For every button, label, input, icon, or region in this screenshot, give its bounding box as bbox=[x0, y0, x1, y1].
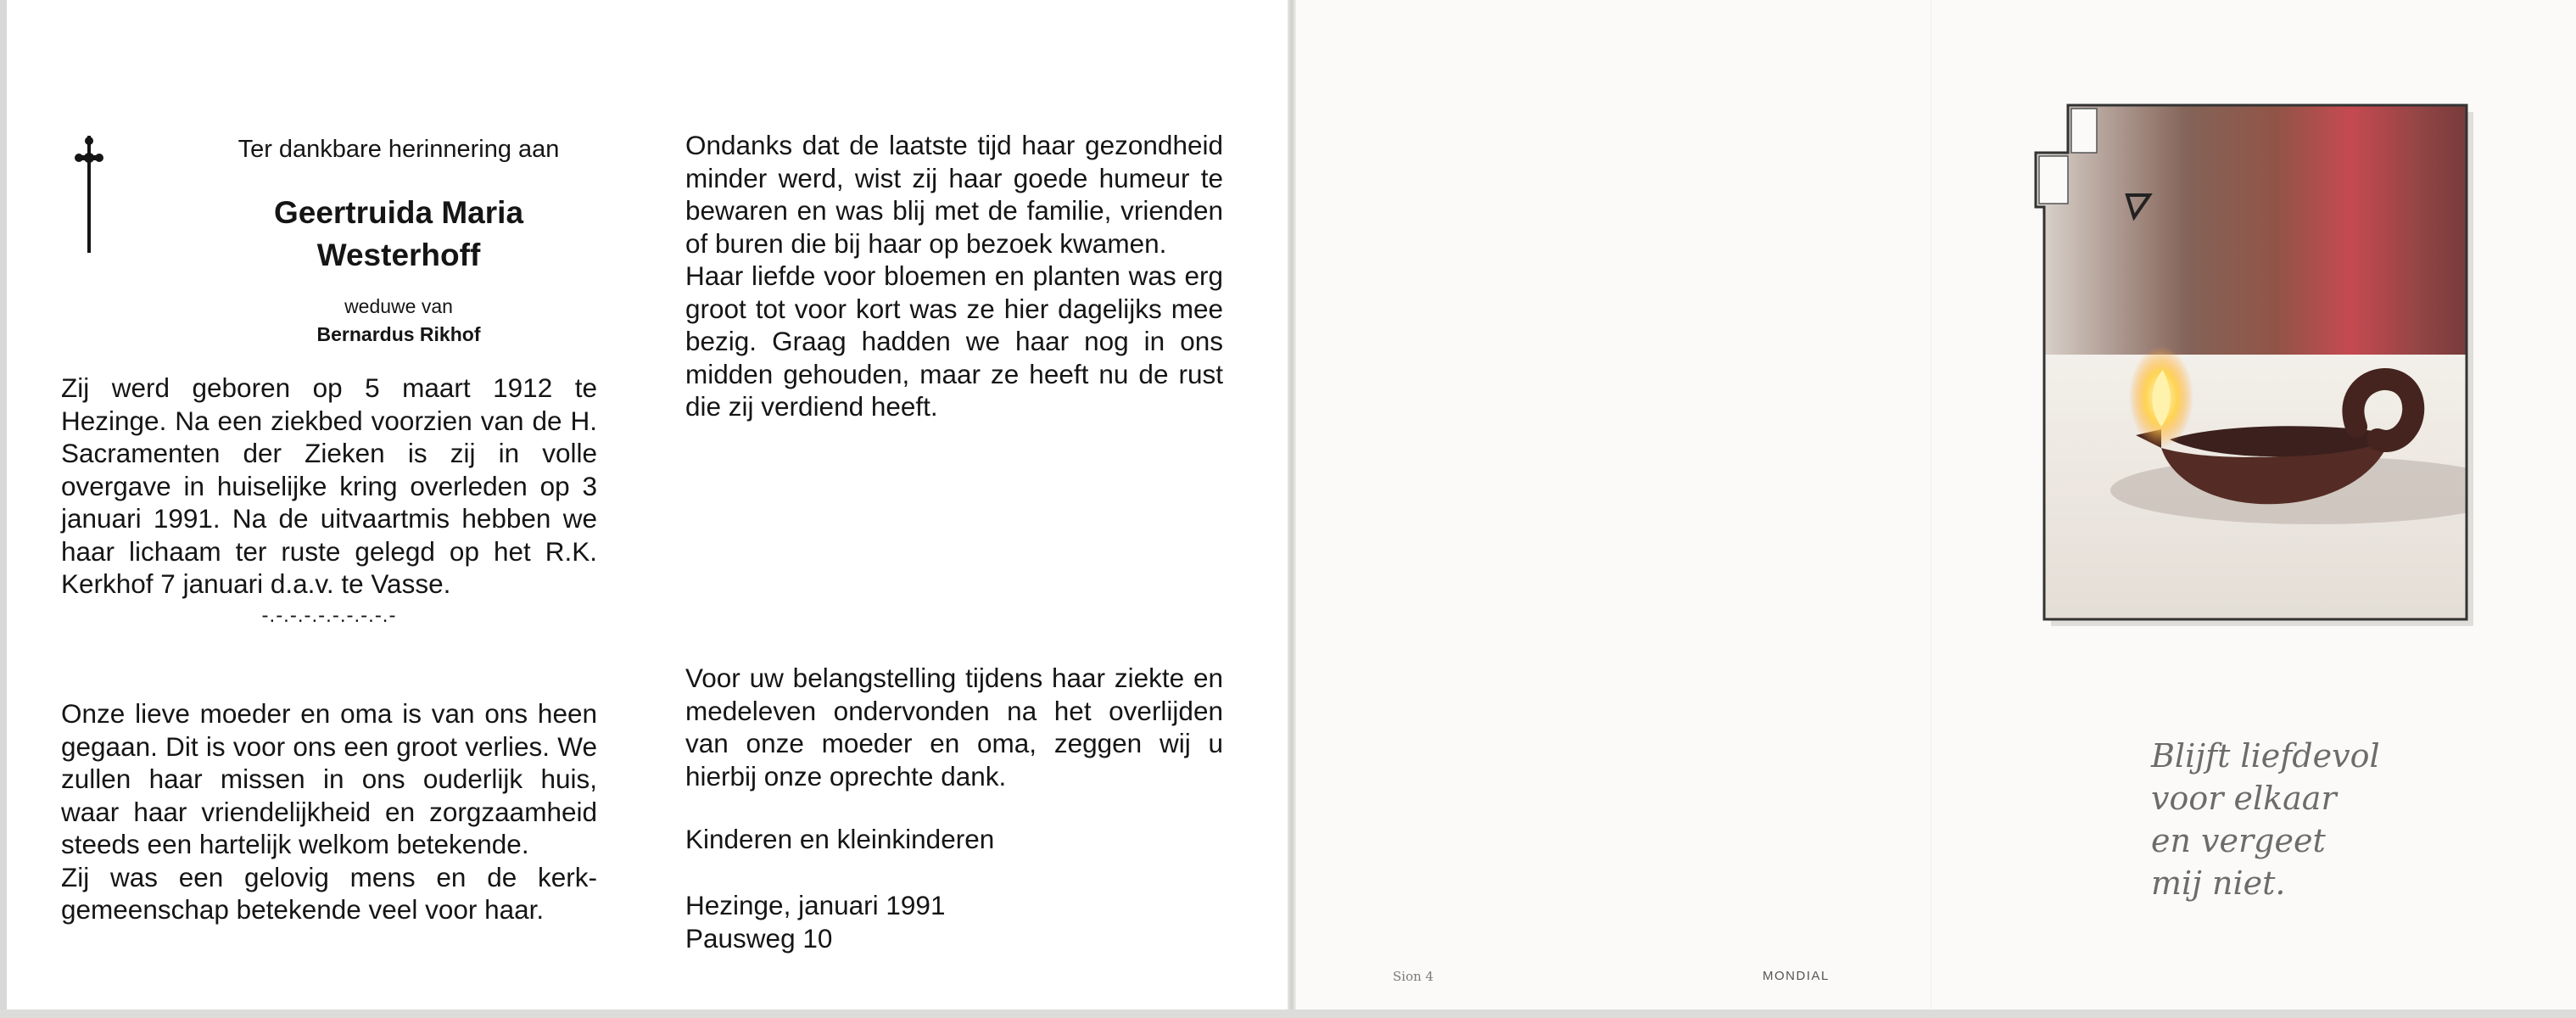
publisher-code: Sion 4 bbox=[1393, 969, 1434, 984]
name-line-1: Geertruida Maria bbox=[273, 195, 524, 230]
health-paragraph: Ondanks dat de laatste tijd haar gezondheid minder werd, wist zij haar goede humeur te bewaren en was blij met de familie, vrienden of buren die bij haar op bezoek kwamen. bbox=[685, 130, 1223, 259]
separator-line: -.-.-.-.-.-.-.-.-.- bbox=[261, 604, 397, 627]
name-line-2: Westerhoff bbox=[316, 238, 481, 272]
place-and-address bbox=[685, 889, 945, 954]
place-date: Hezinge, januari 1991 bbox=[685, 890, 946, 920]
fold-divider bbox=[1288, 0, 1296, 1018]
publisher-brand: MONDIAL bbox=[1763, 969, 1830, 983]
tribute-section bbox=[61, 697, 597, 926]
signature: Kinderen en kleinkinderen bbox=[685, 824, 995, 854]
husband-name: Bernardus Rikhof bbox=[316, 323, 481, 345]
verse-line-2: voor elkaar bbox=[2151, 780, 2337, 817]
verse-line-1: Blijft liefdevol bbox=[2151, 737, 2380, 775]
scan-edge bbox=[0, 0, 7, 1018]
verse-line-4: mij niet. bbox=[2151, 864, 2286, 902]
scan-edge-bottom bbox=[0, 1010, 2576, 1018]
thanks-paragraph: Voor uw belangstelling tijdens haar ziekte en medeleven ondervonden na het overlijden van onze moeder en oma, zeggen wij u hierbij onze oprechte dank. bbox=[685, 663, 1223, 791]
remembrance-section bbox=[685, 129, 1223, 423]
tribute-paragraph-1: Onze lieve moeder en oma is van ons heen gegaan. Dit is voor ons een groot verlies. We zullen haar missen in ons ouderlijk huis, waar haar vriendelijkheid en zorgzaamheid steeds een hartelijk welkom betekende. bbox=[61, 698, 597, 859]
tribute-paragraph-2: Zij was een gelovig mens en de kerkgemeenschap betekende veel voor haar. bbox=[61, 861, 597, 925]
cross-icon bbox=[75, 136, 103, 253]
widow-label: weduwe van bbox=[344, 295, 453, 317]
verse bbox=[2151, 735, 2380, 904]
intro-line: Ter dankbare herinnering aan bbox=[237, 136, 560, 163]
deceased-name bbox=[178, 192, 619, 277]
oil-lamp-photo bbox=[2034, 100, 2473, 626]
biography-text: Zij werd geboren op 5 maart 1912 te Hezinge. Na een ziekbed voorzien van de H. Sacramenten der Zieken is zij in volle overgave in huiselijke kring overleden op 3 januari 1991. Na de uitvaartmis hebben we haar lichaam ter ruste gelegd op het R.K. Kerkhof 7 januari d.a.v. te Vasse. bbox=[61, 372, 597, 599]
address: Pausweg 10 bbox=[685, 922, 833, 954]
memorial-header bbox=[178, 132, 619, 348]
verse-line-3: en vergeet bbox=[2151, 822, 2326, 859]
flowers-paragraph: Haar liefde voor bloemen en planten was erg groot tot voor kort was ze hier dagelijks mee bezig. Graag hadden we haar nog in ons midden gehouden, maar ze heeft nu de rust die zij verdiend heeft. bbox=[685, 260, 1223, 422]
